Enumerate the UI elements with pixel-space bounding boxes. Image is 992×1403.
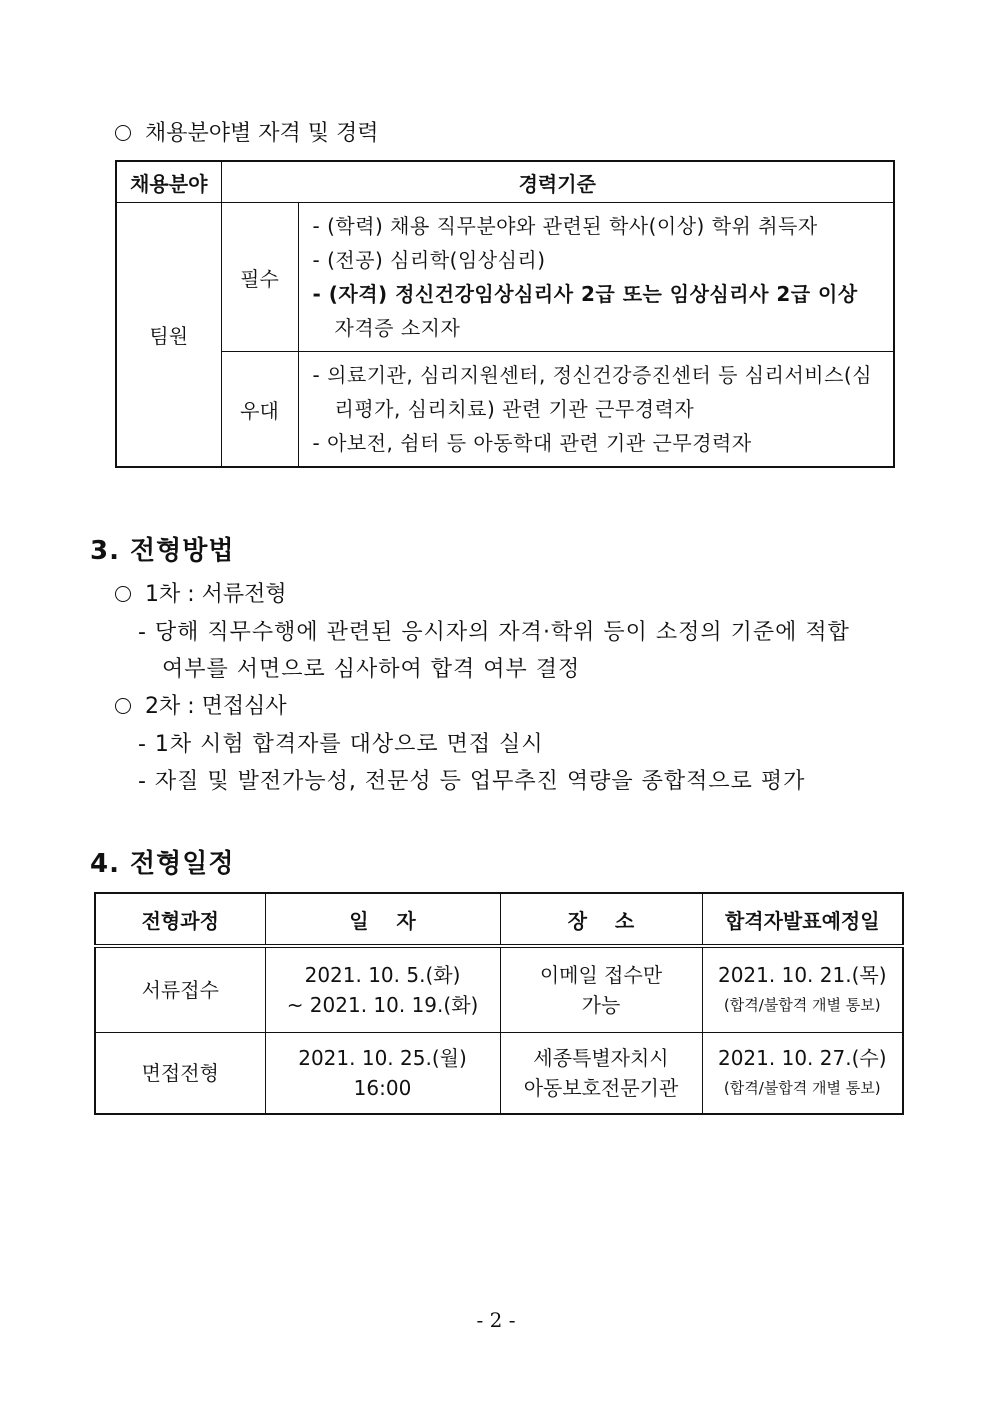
announce-note: (합격/불합격 개별 통보): [723, 995, 881, 1014]
header-date: 일 자: [265, 893, 500, 946]
circle-bullet-icon: [115, 125, 131, 141]
stage-cell: 면접전형: [95, 1032, 265, 1114]
date-line: 2021. 10. 25.(월): [298, 1045, 467, 1070]
place-cell: [500, 946, 702, 1032]
header-announce: 합격자발표예정일: [702, 893, 903, 946]
preferred-criteria: [298, 352, 894, 468]
qualification-heading: [115, 116, 379, 147]
header-criteria: 경력기준: [221, 161, 894, 203]
step2-desc1: - 1차 시험 합격자를 대상으로 면접 실시: [138, 732, 544, 757]
announce-note: (합격/불합격 개별 통보): [723, 1078, 881, 1097]
field-cell: 팀원: [116, 203, 221, 468]
circle-bullet-icon: [115, 698, 131, 714]
date-cell: [265, 946, 500, 1032]
header-field: 채용분야: [116, 161, 221, 203]
header-place: 장 소: [500, 893, 702, 946]
step2-line: [115, 689, 287, 720]
step1-desc-line1: - 당해 직무수행에 관련된 응시자의 자격·학위 등이 소정의 기준에 적합: [138, 620, 850, 645]
announce-date: 2021. 10. 21.(목): [717, 962, 887, 987]
preferred-label: 우대: [221, 352, 298, 468]
schedule-table: [94, 892, 904, 1115]
required-criteria: [298, 203, 894, 352]
step1-text: 1차 : 서류전형: [145, 582, 287, 607]
header-stage: 전형과정: [95, 893, 265, 946]
date-cell: [265, 1032, 500, 1114]
step2-desc2: - 자질 및 발전가능성, 전문성 등 업무추진 역량을 종합적으로 평가: [138, 769, 806, 794]
date-line: ~ 2021. 10. 19.(화): [286, 992, 479, 1017]
date-line: 2021. 10. 5.(화): [304, 962, 461, 987]
section3-title: 3. 전형방법: [90, 536, 235, 566]
section4-title: 4. 전형일정: [90, 849, 235, 879]
announce-date: 2021. 10. 27.(수): [717, 1045, 887, 1070]
page-number: - 2 -: [476, 1308, 516, 1332]
announce-cell: [702, 1032, 903, 1114]
preferred-item: - 의료기관, 심리지원센터, 정신건강증진센터 등 심리서비스(심리평가, 심리치료) 관련 기관 근무경력자: [312, 363, 873, 421]
table-row: [95, 1032, 903, 1114]
step2-text: 2차 : 면접심사: [145, 694, 287, 719]
place-cell: [500, 1032, 702, 1114]
place-line: 세종특별자치시: [533, 1045, 669, 1070]
place-line: 아동보호전문기관: [523, 1075, 679, 1100]
place-line: 가능: [581, 992, 621, 1017]
certificate-suffix-text: 자격증 소지자: [334, 316, 461, 340]
required-item-certificate: [313, 277, 884, 345]
announce-cell: [702, 946, 903, 1032]
qualification-table: [115, 160, 895, 468]
required-item: - (전공) 심리학(임상심리): [312, 248, 546, 272]
qualification-heading-text: 채용분야별 자격 및 경력: [145, 121, 379, 146]
stage-cell: 서류접수: [95, 946, 265, 1032]
table-row: [95, 946, 903, 1032]
preferred-item: - 아보전, 쉼터 등 아동학대 관련 기관 근무경력자: [312, 431, 752, 455]
step1-line: [115, 577, 287, 608]
required-item: - (학력) 채용 직무분야와 관련된 학사(이상) 학위 취득자: [312, 214, 818, 238]
circle-bullet-icon: [115, 586, 131, 602]
required-label: 필수: [221, 203, 298, 352]
date-line: 16:00: [353, 1075, 412, 1100]
place-line: 이메일 접수만: [539, 962, 663, 987]
certificate-bold-text: - (자격) 정신건강임상심리사 2급 또는 임상심리사 2급 이상: [312, 282, 858, 306]
step1-desc-line2: 여부를 서면으로 심사하여 합격 여부 결정: [162, 657, 581, 682]
